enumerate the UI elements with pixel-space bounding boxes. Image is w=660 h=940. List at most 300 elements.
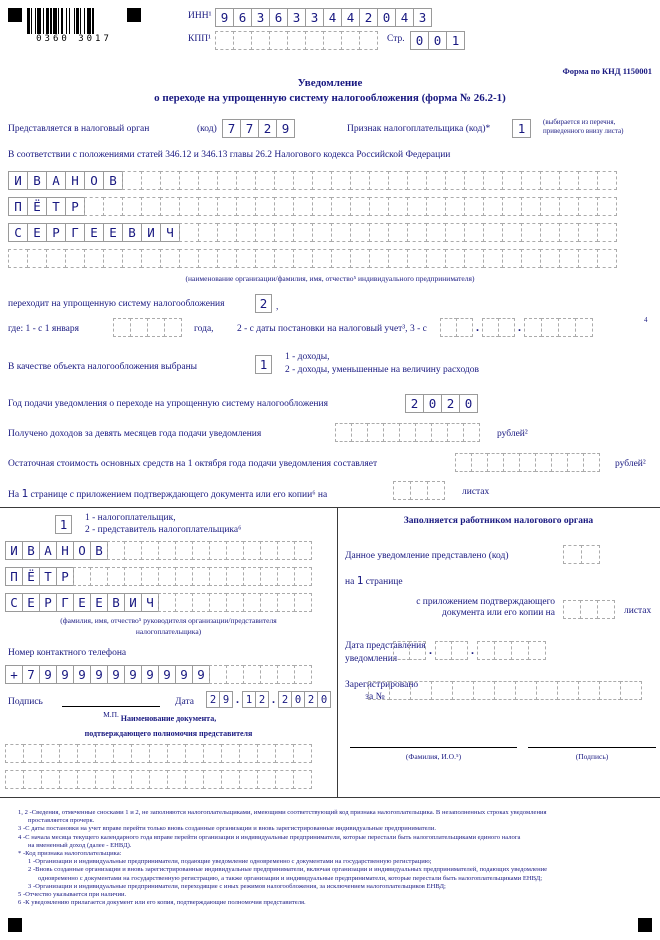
char-cell[interactable]: 9 (219, 691, 233, 708)
char-cell[interactable] (388, 249, 408, 268)
char-cell[interactable] (483, 223, 503, 242)
char-cell[interactable] (620, 681, 642, 700)
char-cell[interactable]: 0 (410, 31, 429, 50)
char-cell[interactable] (5, 770, 24, 789)
attachment-sheets-field[interactable] (393, 481, 445, 500)
char-cell[interactable] (255, 197, 275, 216)
sign-date-year[interactable] (278, 691, 331, 708)
char-cell[interactable] (597, 171, 617, 190)
char-cell[interactable] (233, 31, 252, 50)
page-number-field[interactable] (410, 31, 465, 50)
char-cell[interactable] (407, 197, 427, 216)
char-cell[interactable] (312, 249, 332, 268)
char-cell[interactable] (521, 249, 541, 268)
char-cell[interactable]: О (84, 171, 104, 190)
char-cell[interactable]: 1 (255, 355, 272, 374)
char-cell[interactable] (277, 665, 295, 684)
char-cell[interactable] (388, 171, 408, 190)
char-cell[interactable] (369, 249, 389, 268)
char-cell[interactable]: П (5, 567, 23, 586)
char-cell[interactable]: Е (103, 223, 123, 242)
char-cell[interactable]: 1 (55, 515, 72, 534)
char-cell[interactable]: 1 (242, 691, 256, 708)
char-cell[interactable] (217, 223, 237, 242)
char-cell[interactable] (185, 744, 204, 763)
char-cell[interactable]: 1 (512, 119, 531, 138)
char-cell[interactable] (198, 249, 218, 268)
char-cell[interactable] (122, 197, 142, 216)
char-cell[interactable] (221, 744, 240, 763)
char-cell[interactable]: Г (65, 223, 85, 242)
char-cell[interactable]: 0 (428, 31, 447, 50)
char-cell[interactable]: Р (39, 593, 57, 612)
sign-date-field[interactable] (206, 691, 331, 708)
char-cell[interactable] (77, 744, 96, 763)
char-cell[interactable] (494, 681, 516, 700)
char-cell[interactable]: 2 (258, 119, 277, 138)
char-cell[interactable] (113, 744, 132, 763)
char-cell[interactable] (597, 197, 617, 216)
char-cell[interactable] (540, 249, 560, 268)
char-cell[interactable] (581, 545, 600, 564)
char-cell[interactable] (192, 567, 210, 586)
char-cell[interactable] (393, 641, 410, 660)
signer-name-row-1[interactable] (5, 541, 312, 560)
officer-attachment-sheets-field[interactable] (563, 600, 615, 619)
char-cell[interactable] (59, 744, 78, 763)
char-cell[interactable] (179, 249, 199, 268)
char-cell[interactable]: 9 (124, 665, 142, 684)
char-cell[interactable] (198, 223, 218, 242)
char-cell[interactable] (192, 593, 210, 612)
char-cell[interactable]: Т (39, 567, 57, 586)
char-cell[interactable] (350, 197, 370, 216)
char-cell[interactable] (243, 665, 261, 684)
char-cell[interactable] (149, 744, 168, 763)
char-cell[interactable]: Ч (160, 223, 180, 242)
registration-number-field[interactable] (368, 681, 642, 700)
char-cell[interactable] (369, 171, 389, 190)
char-cell[interactable] (141, 541, 159, 560)
char-cell[interactable] (90, 567, 108, 586)
char-cell[interactable]: 3 (413, 8, 432, 27)
char-cell[interactable] (260, 567, 278, 586)
char-cell[interactable] (160, 197, 180, 216)
char-cell[interactable] (175, 593, 193, 612)
char-cell[interactable]: 7 (240, 119, 259, 138)
char-cell[interactable] (452, 681, 474, 700)
char-cell[interactable] (260, 665, 278, 684)
char-cell[interactable] (487, 453, 504, 472)
char-cell[interactable] (407, 171, 427, 190)
char-cell[interactable] (158, 567, 176, 586)
char-cell[interactable] (393, 481, 411, 500)
char-cell[interactable] (540, 223, 560, 242)
presented-code-field[interactable] (563, 545, 600, 564)
char-cell[interactable] (131, 744, 150, 763)
char-cell[interactable] (251, 31, 270, 50)
char-cell[interactable] (77, 770, 96, 789)
char-cell[interactable]: Ё (27, 197, 47, 216)
char-cell[interactable] (226, 567, 244, 586)
char-cell[interactable]: О (73, 541, 91, 560)
tax-object-code-field[interactable] (255, 355, 272, 374)
char-cell[interactable] (578, 197, 598, 216)
char-cell[interactable] (388, 223, 408, 242)
char-cell[interactable]: 9 (158, 665, 176, 684)
char-cell[interactable] (541, 318, 559, 337)
notification-year-field[interactable] (405, 394, 478, 413)
char-cell[interactable] (312, 171, 332, 190)
char-cell[interactable] (23, 770, 42, 789)
char-cell[interactable] (312, 197, 332, 216)
char-cell[interactable] (350, 223, 370, 242)
char-cell[interactable] (431, 423, 448, 442)
char-cell[interactable]: Р (56, 567, 74, 586)
char-cell[interactable] (557, 681, 579, 700)
char-cell[interactable]: А (39, 541, 57, 560)
char-cell[interactable] (131, 770, 150, 789)
char-cell[interactable]: В (27, 171, 47, 190)
char-cell[interactable] (409, 641, 426, 660)
char-cell[interactable] (536, 681, 558, 700)
officer-name-signature-line[interactable] (350, 747, 517, 748)
char-cell[interactable] (107, 567, 125, 586)
char-cell[interactable]: Ё (22, 567, 40, 586)
char-cell[interactable] (294, 567, 312, 586)
char-cell[interactable] (209, 665, 227, 684)
char-cell[interactable]: Н (65, 171, 85, 190)
char-cell[interactable] (350, 171, 370, 190)
char-cell[interactable]: 2 (405, 394, 424, 413)
char-cell[interactable] (559, 171, 579, 190)
char-cell[interactable] (359, 31, 378, 50)
char-cell[interactable] (407, 223, 427, 242)
char-cell[interactable]: 0 (317, 691, 331, 708)
tax-authority-code-field[interactable] (222, 119, 295, 138)
char-cell[interactable] (410, 481, 428, 500)
char-cell[interactable] (502, 249, 522, 268)
char-cell[interactable] (388, 197, 408, 216)
char-cell[interactable] (294, 541, 312, 560)
char-cell[interactable]: 0 (459, 394, 478, 413)
sign-date-month[interactable] (242, 691, 269, 708)
char-cell[interactable] (435, 641, 452, 660)
char-cell[interactable] (559, 223, 579, 242)
char-cell[interactable] (502, 223, 522, 242)
char-cell[interactable] (305, 31, 324, 50)
char-cell[interactable]: 9 (215, 8, 234, 27)
transition-date-field[interactable] (440, 318, 593, 337)
char-cell[interactable] (84, 197, 104, 216)
char-cell[interactable] (293, 770, 312, 789)
char-cell[interactable] (455, 453, 472, 472)
char-cell[interactable] (59, 770, 78, 789)
char-cell[interactable]: 3 (287, 8, 306, 27)
presentation-date-month[interactable] (435, 641, 468, 660)
char-cell[interactable]: 9 (73, 665, 91, 684)
char-cell[interactable] (563, 600, 581, 619)
char-cell[interactable] (158, 541, 176, 560)
char-cell[interactable] (431, 681, 453, 700)
char-cell[interactable]: 2 (255, 294, 272, 313)
char-cell[interactable] (521, 223, 541, 242)
char-cell[interactable] (226, 593, 244, 612)
char-cell[interactable] (331, 197, 351, 216)
char-cell[interactable] (277, 541, 295, 560)
char-cell[interactable] (257, 744, 276, 763)
transition-year-field[interactable] (113, 318, 182, 337)
char-cell[interactable] (113, 318, 131, 337)
char-cell[interactable] (503, 453, 520, 472)
char-cell[interactable]: 4 (395, 8, 414, 27)
char-cell[interactable]: И (5, 541, 23, 560)
char-cell[interactable]: 9 (175, 665, 193, 684)
char-cell[interactable]: 9 (192, 665, 210, 684)
char-cell[interactable] (158, 593, 176, 612)
char-cell[interactable]: С (8, 223, 28, 242)
char-cell[interactable] (260, 541, 278, 560)
char-cell[interactable] (567, 453, 584, 472)
char-cell[interactable]: И (141, 223, 161, 242)
char-cell[interactable] (447, 423, 464, 442)
char-cell[interactable]: 9 (56, 665, 74, 684)
char-cell[interactable] (580, 600, 598, 619)
char-cell[interactable] (141, 249, 161, 268)
char-cell[interactable] (331, 171, 351, 190)
char-cell[interactable]: 6 (269, 8, 288, 27)
char-cell[interactable] (255, 223, 275, 242)
char-cell[interactable] (331, 223, 351, 242)
taxpayer-attribute-field[interactable] (512, 119, 531, 138)
char-cell[interactable] (445, 223, 465, 242)
char-cell[interactable]: 2 (206, 691, 220, 708)
char-cell[interactable]: Г (56, 593, 74, 612)
inn-field[interactable] (215, 8, 432, 27)
char-cell[interactable] (124, 541, 142, 560)
char-cell[interactable] (563, 545, 582, 564)
char-cell[interactable]: В (90, 541, 108, 560)
char-cell[interactable] (226, 541, 244, 560)
char-cell[interactable]: Е (22, 593, 40, 612)
char-cell[interactable] (483, 197, 503, 216)
char-cell[interactable] (275, 744, 294, 763)
char-cell[interactable]: В (122, 223, 142, 242)
char-cell[interactable]: Р (65, 197, 85, 216)
char-cell[interactable] (103, 197, 123, 216)
taxpayer-name-row-3[interactable] (8, 223, 617, 242)
char-cell[interactable] (293, 171, 313, 190)
char-cell[interactable] (483, 249, 503, 268)
char-cell[interactable]: 4 (341, 8, 360, 27)
char-cell[interactable] (209, 567, 227, 586)
char-cell[interactable] (236, 197, 256, 216)
char-cell[interactable]: Е (84, 223, 104, 242)
char-cell[interactable] (73, 567, 91, 586)
char-cell[interactable] (368, 681, 390, 700)
char-cell[interactable] (597, 249, 617, 268)
char-cell[interactable]: С (5, 593, 23, 612)
char-cell[interactable] (141, 567, 159, 586)
char-cell[interactable] (464, 223, 484, 242)
presentation-date-day[interactable] (393, 641, 426, 660)
char-cell[interactable] (426, 171, 446, 190)
char-cell[interactable]: 0 (291, 691, 305, 708)
char-cell[interactable] (464, 249, 484, 268)
taxpayer-name-row-1[interactable] (8, 171, 617, 190)
char-cell[interactable] (578, 249, 598, 268)
char-cell[interactable] (558, 318, 576, 337)
char-cell[interactable] (215, 31, 234, 50)
char-cell[interactable] (482, 318, 499, 337)
char-cell[interactable]: 7 (22, 665, 40, 684)
officer-sign-signature-line[interactable] (528, 747, 656, 748)
char-cell[interactable]: Р (46, 223, 66, 242)
taxpayer-name-row-2[interactable] (8, 197, 617, 216)
char-cell[interactable] (521, 197, 541, 216)
char-cell[interactable] (8, 249, 28, 268)
char-cell[interactable] (198, 171, 218, 190)
char-cell[interactable] (46, 249, 66, 268)
char-cell[interactable]: Е (90, 593, 108, 612)
char-cell[interactable] (95, 770, 114, 789)
transition-date-day[interactable] (440, 318, 473, 337)
char-cell[interactable]: 0 (377, 8, 396, 27)
char-cell[interactable] (103, 249, 123, 268)
char-cell[interactable] (540, 171, 560, 190)
char-cell[interactable]: 9 (107, 665, 125, 684)
char-cell[interactable]: 2 (359, 8, 378, 27)
char-cell[interactable] (293, 197, 313, 216)
char-cell[interactable]: 4 (323, 8, 342, 27)
char-cell[interactable] (84, 249, 104, 268)
transition-code-field[interactable] (255, 294, 272, 313)
char-cell[interactable] (164, 318, 182, 337)
char-cell[interactable]: 2 (441, 394, 460, 413)
char-cell[interactable] (192, 541, 210, 560)
char-cell[interactable]: 2 (255, 691, 269, 708)
char-cell[interactable] (27, 249, 47, 268)
char-cell[interactable] (239, 770, 258, 789)
char-cell[interactable] (426, 197, 446, 216)
char-cell[interactable] (599, 681, 621, 700)
char-cell[interactable]: Н (56, 541, 74, 560)
char-cell[interactable]: П (8, 197, 28, 216)
char-cell[interactable] (473, 681, 495, 700)
taxpayer-name-row-4[interactable] (8, 249, 617, 268)
char-cell[interactable] (203, 770, 222, 789)
char-cell[interactable] (122, 249, 142, 268)
char-cell[interactable] (41, 744, 60, 763)
char-cell[interactable] (5, 744, 24, 763)
char-cell[interactable]: Е (27, 223, 47, 242)
signature-line[interactable] (62, 695, 160, 707)
char-cell[interactable] (451, 641, 468, 660)
char-cell[interactable] (331, 249, 351, 268)
char-cell[interactable] (369, 197, 389, 216)
char-cell[interactable] (226, 665, 244, 684)
char-cell[interactable] (323, 31, 342, 50)
char-cell[interactable]: Е (73, 593, 91, 612)
char-cell[interactable] (293, 223, 313, 242)
char-cell[interactable] (519, 453, 536, 472)
char-cell[interactable] (578, 223, 598, 242)
char-cell[interactable] (209, 593, 227, 612)
char-cell[interactable] (277, 567, 295, 586)
char-cell[interactable] (426, 223, 446, 242)
char-cell[interactable] (179, 223, 199, 242)
char-cell[interactable] (175, 567, 193, 586)
char-cell[interactable] (179, 197, 199, 216)
char-cell[interactable] (274, 171, 294, 190)
char-cell[interactable] (95, 744, 114, 763)
char-cell[interactable] (502, 171, 522, 190)
char-cell[interactable] (389, 681, 411, 700)
char-cell[interactable]: В (103, 171, 123, 190)
char-cell[interactable] (179, 171, 199, 190)
char-cell[interactable] (217, 249, 237, 268)
char-cell[interactable]: Ч (141, 593, 159, 612)
char-cell[interactable] (294, 665, 312, 684)
char-cell[interactable] (440, 318, 457, 337)
char-cell[interactable] (217, 171, 237, 190)
char-cell[interactable] (524, 318, 542, 337)
transition-date-month[interactable] (482, 318, 515, 337)
char-cell[interactable] (113, 770, 132, 789)
char-cell[interactable] (511, 641, 529, 660)
char-cell[interactable] (415, 423, 432, 442)
char-cell[interactable] (559, 249, 579, 268)
char-cell[interactable] (445, 171, 465, 190)
char-cell[interactable]: А (46, 171, 66, 190)
char-cell[interactable] (160, 249, 180, 268)
char-cell[interactable] (445, 197, 465, 216)
char-cell[interactable] (277, 593, 295, 612)
char-cell[interactable] (521, 171, 541, 190)
char-cell[interactable] (255, 171, 275, 190)
char-cell[interactable] (243, 567, 261, 586)
char-cell[interactable] (583, 453, 600, 472)
char-cell[interactable] (198, 197, 218, 216)
char-cell[interactable] (312, 223, 332, 242)
char-cell[interactable] (294, 593, 312, 612)
char-cell[interactable]: 7 (222, 119, 241, 138)
char-cell[interactable]: 0 (423, 394, 442, 413)
presentation-date-year[interactable] (477, 641, 546, 660)
char-cell[interactable] (597, 600, 615, 619)
char-cell[interactable]: 3 (305, 8, 324, 27)
char-cell[interactable] (293, 744, 312, 763)
char-cell[interactable]: 9 (141, 665, 159, 684)
char-cell[interactable] (239, 744, 258, 763)
char-cell[interactable] (335, 423, 352, 442)
transition-date-year[interactable] (524, 318, 593, 337)
char-cell[interactable] (243, 593, 261, 612)
char-cell[interactable]: 9 (39, 665, 57, 684)
char-cell[interactable] (217, 197, 237, 216)
char-cell[interactable] (236, 223, 256, 242)
char-cell[interactable] (130, 318, 148, 337)
char-cell[interactable] (23, 744, 42, 763)
char-cell[interactable]: 3 (251, 8, 270, 27)
char-cell[interactable] (597, 223, 617, 242)
char-cell[interactable]: 9 (90, 665, 108, 684)
char-cell[interactable] (122, 171, 142, 190)
char-cell[interactable] (383, 423, 400, 442)
char-cell[interactable] (515, 681, 537, 700)
char-cell[interactable] (350, 249, 370, 268)
char-cell[interactable] (124, 567, 142, 586)
